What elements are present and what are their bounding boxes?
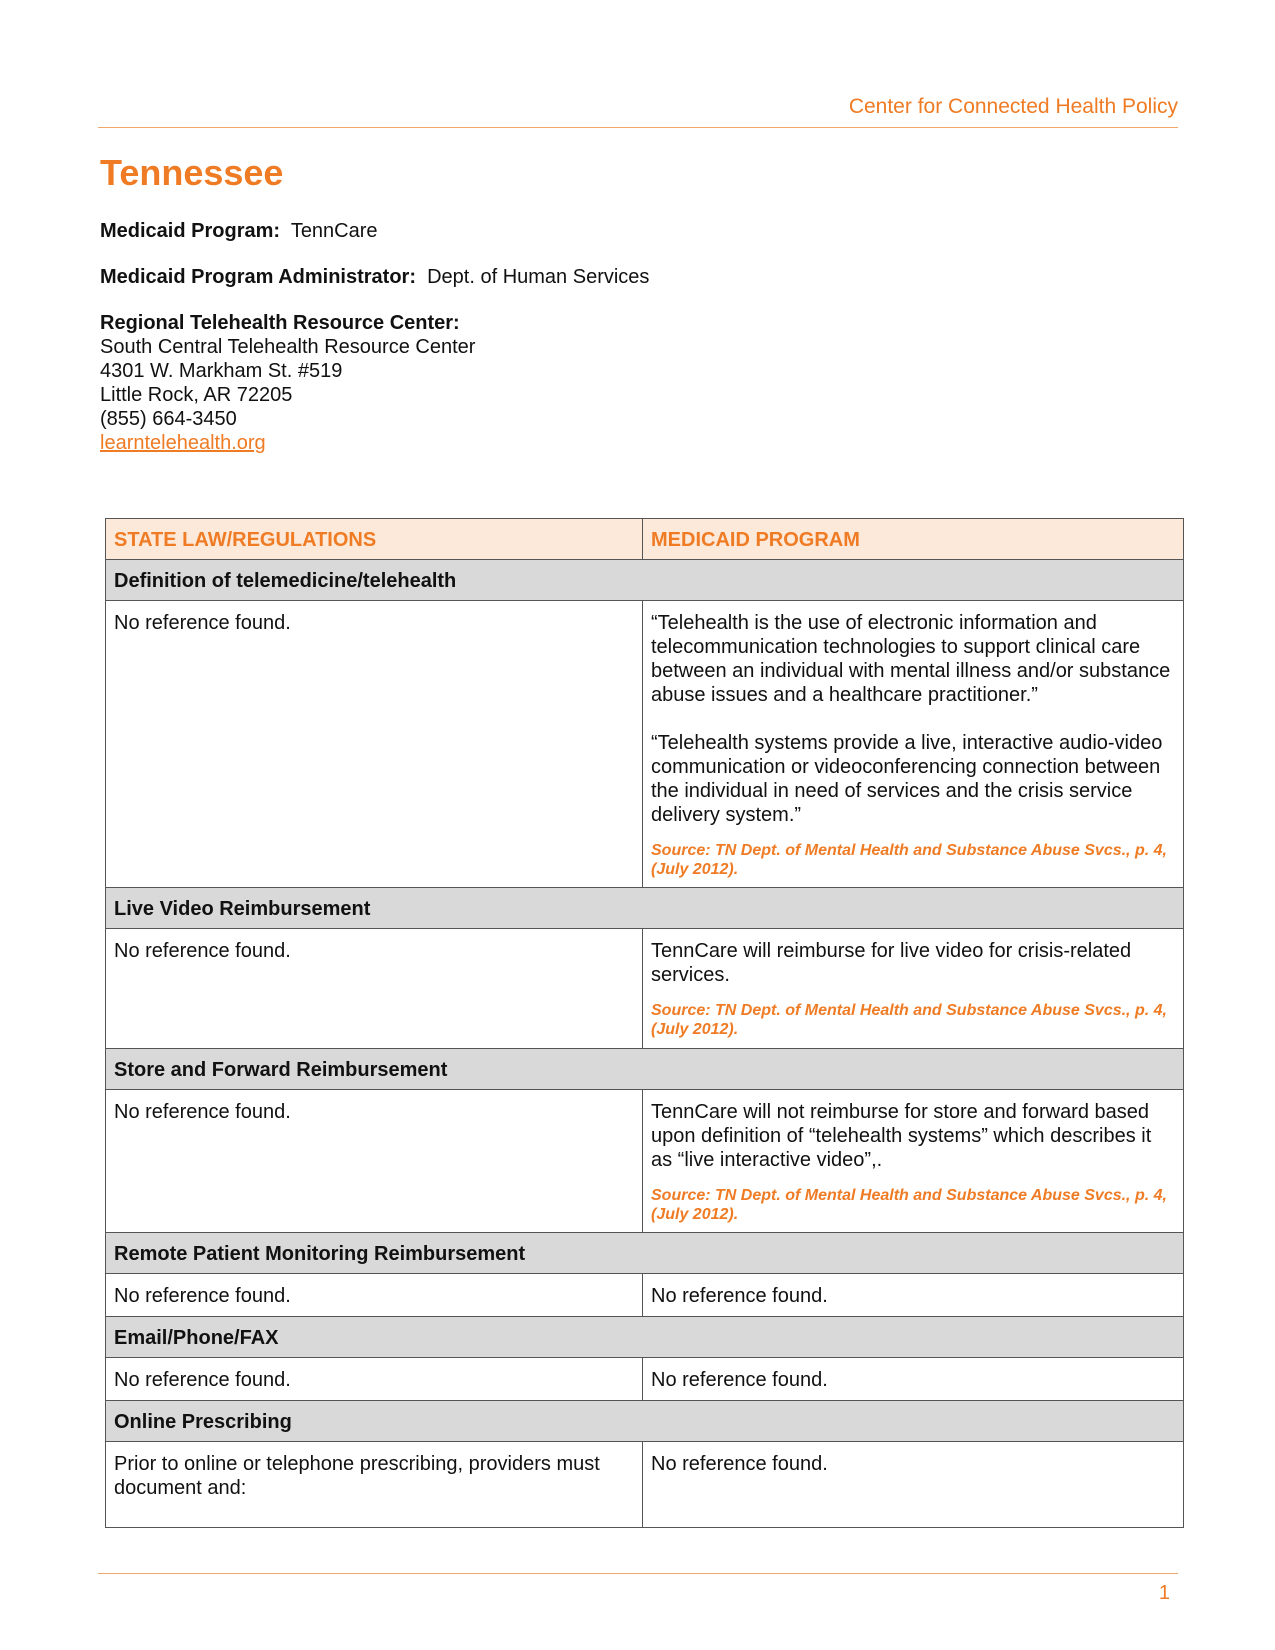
section-title: Definition of telemedicine/telehealth — [106, 560, 1184, 601]
administrator-label: Medicaid Program Administrator: — [100, 266, 416, 288]
source-citation: Source: TN Dept. of Mental Health and Substance Abuse Svcs., p. 4, (July 2012). — [651, 1002, 1167, 1038]
state-law-cell: No reference found. — [106, 929, 643, 1049]
section-header-row — [106, 1401, 1184, 1442]
resource-center-street: 4301 W. Markham St. #519 — [100, 360, 343, 382]
medicaid-cell — [643, 601, 1184, 888]
medicaid-cell: No reference found. — [643, 1442, 1184, 1528]
table-row — [106, 1274, 1184, 1317]
page-title: Tennessee — [100, 152, 284, 193]
section-title: Email/Phone/FAX — [106, 1317, 1184, 1358]
resource-center-block — [100, 311, 475, 455]
medicaid-program-value: TennCare — [290, 220, 378, 242]
section-title: Live Video Reimbursement — [106, 888, 1184, 929]
administrator-value: Dept. of Human Services — [427, 266, 650, 288]
medicaid-program-line — [100, 219, 378, 243]
source-citation: Source: TN Dept. of Mental Health and Substance Abuse Svcs., p. 4, (July 2012). — [651, 1187, 1167, 1223]
state-law-column-header: STATE LAW/REGULATIONS — [106, 519, 643, 560]
section-header-row — [106, 1317, 1184, 1358]
table-row — [106, 601, 1184, 888]
resource-center-website-link[interactable]: learntelehealth.org — [100, 432, 266, 454]
resource-center-city: Little Rock, AR 72205 — [100, 384, 293, 406]
page-footer — [98, 1573, 1178, 1604]
medicaid-cell — [643, 1090, 1184, 1233]
medicaid-text: “Telehealth systems provide a live, interactive audio-video communication or videoconferencing connection between the individual in need of services and the crisis service delivery system.” — [651, 732, 1163, 826]
administrator-line — [100, 265, 649, 289]
section-title: Online Prescribing — [106, 1401, 1184, 1442]
policy-table — [105, 518, 1184, 1528]
state-law-cell: No reference found. — [106, 1358, 643, 1401]
section-header-row — [106, 560, 1184, 601]
medicaid-text: TennCare will reimburse for live video for crisis-related services. — [651, 940, 1132, 986]
section-title: Remote Patient Monitoring Reimbursement — [106, 1233, 1184, 1274]
page-number: 1 — [1158, 1582, 1170, 1604]
table-row — [106, 1442, 1184, 1528]
resource-center-phone: (855) 664-3450 — [100, 408, 237, 430]
medicaid-text: “Telehealth is the use of electronic information and telecommunication technologies to support clinical care between an individual with mental illness and/or substance abuse issues and a healthcare practitioner.” — [651, 612, 1171, 706]
table-row — [106, 1358, 1184, 1401]
state-law-cell: No reference found. — [106, 1274, 643, 1317]
resource-center-label: Regional Telehealth Resource Center: — [100, 312, 460, 334]
table-row — [106, 1090, 1184, 1233]
source-citation: Source: TN Dept. of Mental Health and Substance Abuse Svcs., p. 4, (July 2012). — [651, 842, 1167, 878]
medicaid-column-header: MEDICAID PROGRAM — [643, 519, 1184, 560]
medicaid-cell: No reference found. — [643, 1358, 1184, 1401]
resource-center-name: South Central Telehealth Resource Center — [100, 336, 476, 358]
medicaid-program-label: Medicaid Program: — [100, 220, 281, 242]
table-header-row — [106, 519, 1184, 560]
medicaid-cell — [643, 929, 1184, 1049]
state-law-cell: No reference found. — [106, 601, 643, 888]
section-header-row — [106, 1233, 1184, 1274]
medicaid-text: TennCare will not reimburse for store and forward based upon definition of “telehealth systems” which describes it as “live interactive video”,. — [651, 1101, 1152, 1171]
table-row — [106, 929, 1184, 1049]
org-name: Center for Connected Health Policy — [848, 95, 1178, 118]
section-header-row — [106, 1049, 1184, 1090]
state-law-cell: No reference found. — [106, 1090, 643, 1233]
page-header — [98, 92, 1178, 128]
medicaid-cell: No reference found. — [643, 1274, 1184, 1317]
section-header-row — [106, 888, 1184, 929]
section-title: Store and Forward Reimbursement — [106, 1049, 1184, 1090]
state-law-cell: Prior to online or telephone prescribing, providers must document and: — [106, 1442, 643, 1528]
